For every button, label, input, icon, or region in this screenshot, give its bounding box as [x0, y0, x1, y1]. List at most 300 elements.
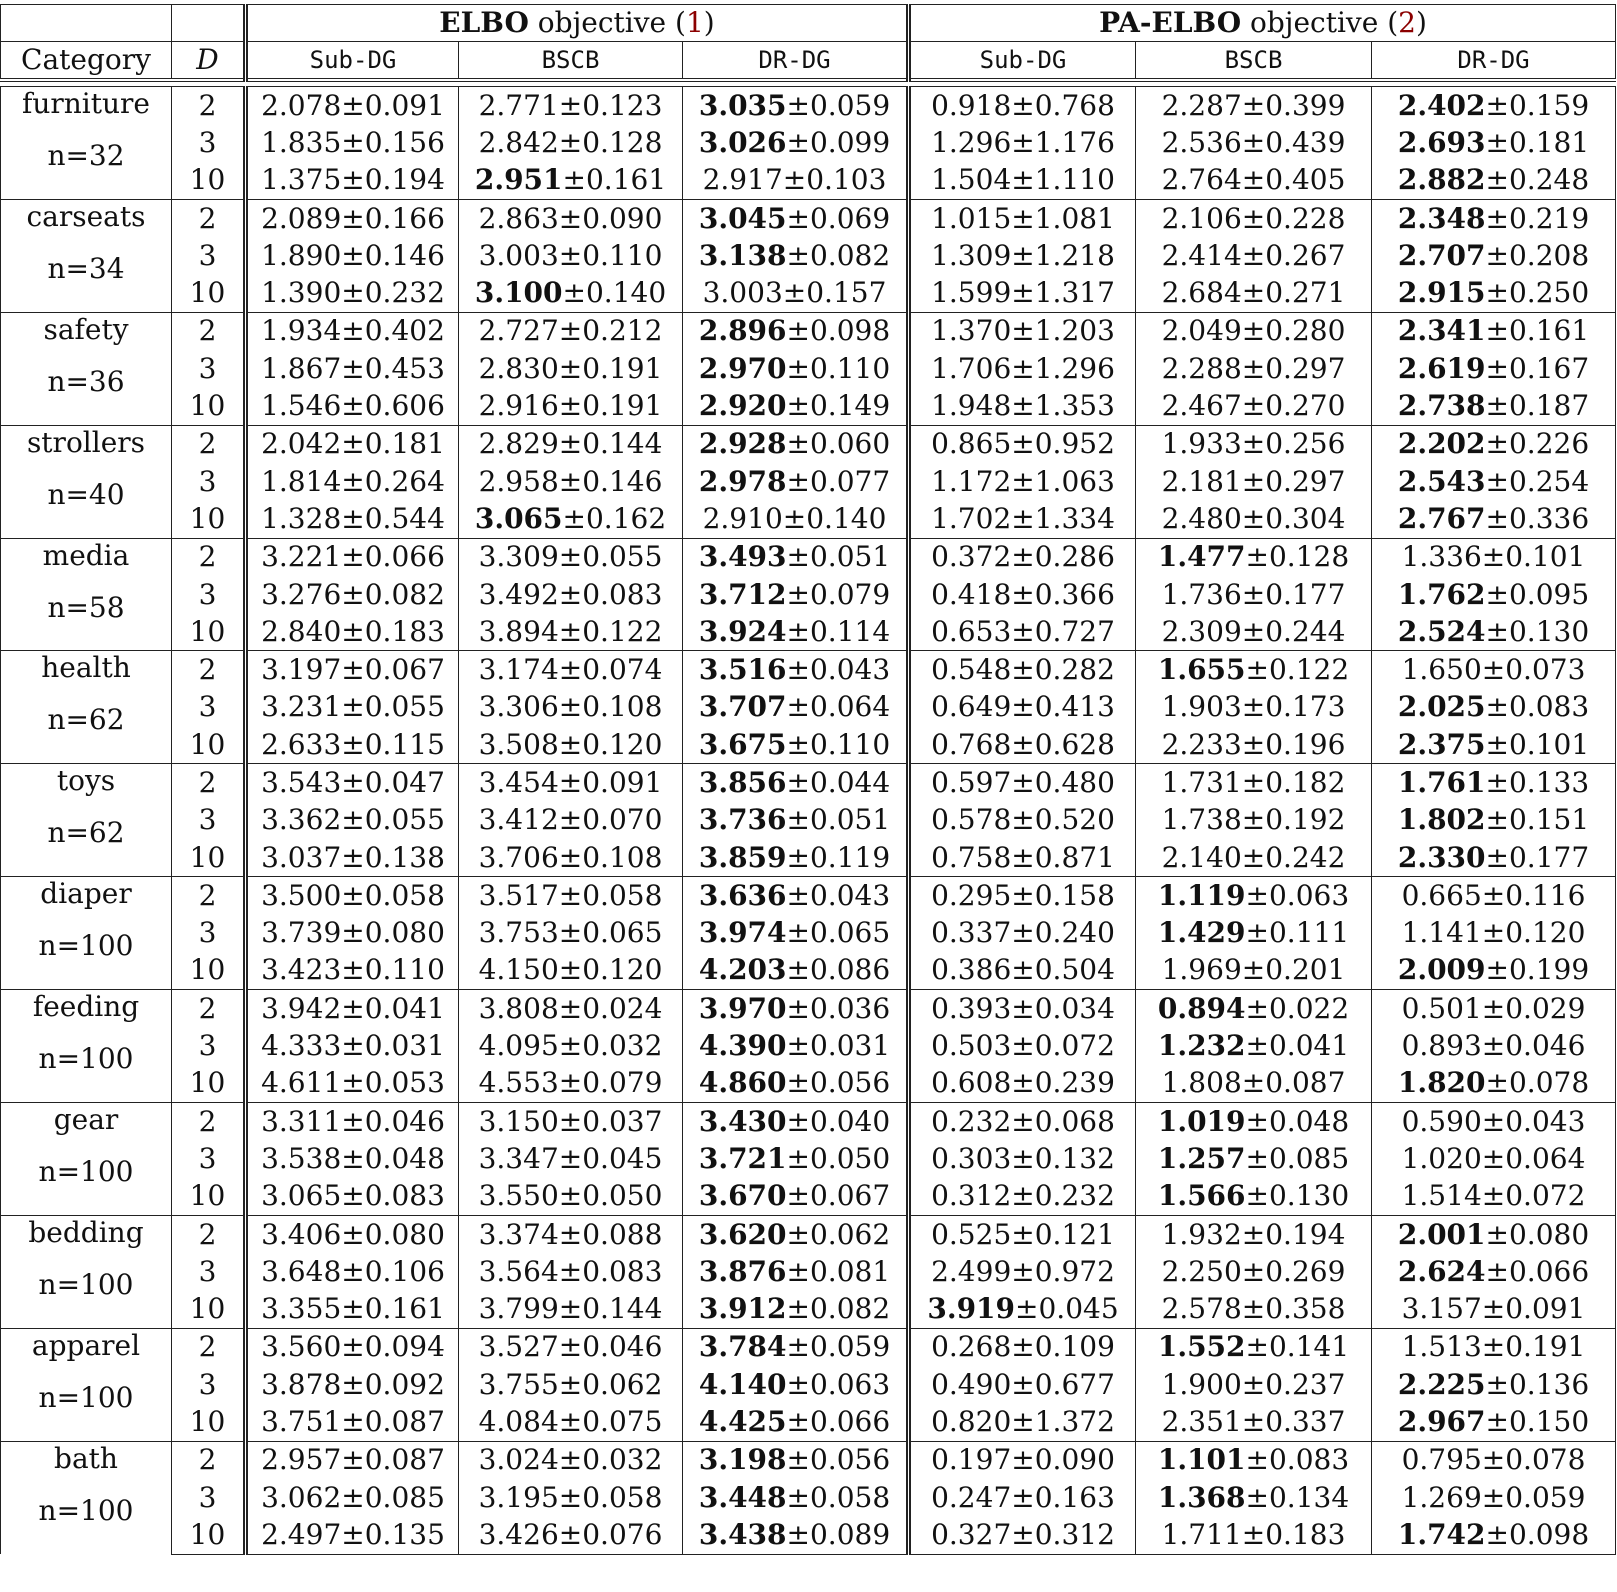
value-cell: [909, 1140, 1136, 1177]
std-value: ±0.031: [786, 1029, 891, 1063]
mean-value: 3.221: [261, 540, 342, 574]
std-value: ±1.203: [1011, 314, 1115, 348]
std-value: ±0.183: [341, 614, 445, 648]
std-value: ±0.044: [786, 765, 891, 799]
std-value: ±0.065: [558, 916, 663, 950]
std-value: ±0.065: [786, 916, 891, 950]
d-cell: 10: [172, 1516, 246, 1554]
mean-value: 1.119: [1157, 878, 1246, 912]
value-cell: [683, 274, 909, 312]
mean-value: 2.089: [261, 201, 342, 235]
value-cell: [683, 839, 909, 877]
table-row: [1, 1441, 1616, 1479]
mean-value: 2.341: [1397, 314, 1486, 348]
mean-value: 2.771: [478, 88, 559, 122]
std-value: ±0.050: [558, 1179, 663, 1213]
mean-value: 3.620: [698, 1217, 787, 1251]
std-value: ±0.504: [1011, 953, 1115, 987]
value-cell: [909, 1479, 1136, 1516]
std-value: ±0.106: [341, 1254, 445, 1288]
category-sample-size: n=36: [47, 364, 125, 398]
value-cell: [1136, 1103, 1372, 1141]
value-cell: [909, 915, 1136, 952]
mean-value: 1.814: [261, 464, 342, 498]
table-row: [1, 87, 1616, 125]
std-value: ±0.058: [558, 878, 663, 912]
value-cell: [1372, 915, 1616, 952]
table-row: [1, 538, 1616, 576]
header-row-methods: [1, 42, 1616, 81]
mean-value: 1.903: [1161, 690, 1242, 724]
mean-value: 2.181: [1161, 464, 1242, 498]
std-value: ±0.085: [341, 1480, 445, 1514]
mean-value: 3.306: [478, 690, 559, 724]
mean-value: 3.970: [698, 991, 787, 1025]
mean-value: 3.543: [261, 765, 342, 799]
value-cell: [1372, 877, 1616, 915]
value-cell: [1372, 425, 1616, 463]
std-value: ±0.163: [1011, 1480, 1115, 1514]
std-value: ±0.282: [1011, 653, 1115, 687]
std-value: ±0.046: [341, 1104, 445, 1138]
std-value: ±0.094: [341, 1330, 445, 1364]
category-sample-size: n=100: [38, 1154, 134, 1188]
std-value: ±0.109: [1011, 1330, 1115, 1364]
mean-value: 3.024: [478, 1443, 559, 1477]
std-value: ±0.047: [341, 765, 445, 799]
std-value: ±0.043: [1481, 1104, 1586, 1138]
d-cell: 2: [172, 199, 246, 237]
mean-value: 2.225: [1397, 1367, 1486, 1401]
std-value: ±0.267: [1241, 238, 1346, 272]
value-cell: [246, 877, 459, 915]
mean-value: 2.233: [1161, 727, 1242, 761]
value-cell: [1372, 1140, 1616, 1177]
std-value: ±0.194: [341, 163, 445, 197]
elbo-objective-header: [246, 5, 909, 42]
value-cell: [246, 237, 459, 274]
std-value: ±0.111: [1245, 916, 1350, 950]
value-cell: [1372, 1479, 1616, 1516]
value-cell: [1136, 124, 1372, 161]
value-cell: [246, 726, 459, 764]
std-value: ±0.158: [1011, 878, 1115, 912]
mean-value: 2.497: [261, 1517, 342, 1551]
std-value: ±0.116: [1481, 878, 1586, 912]
d-cell: 10: [172, 1403, 246, 1441]
value-cell: [1372, 613, 1616, 651]
table-row: [1, 952, 1616, 990]
d-cell: 3: [172, 1027, 246, 1064]
mean-value: 0.418: [931, 577, 1012, 611]
mean-value: 0.303: [931, 1141, 1012, 1175]
mean-value: 3.412: [478, 803, 559, 837]
mean-value: 3.564: [478, 1254, 559, 1288]
mean-value: 3.423: [261, 953, 342, 987]
category-sample-size: n=32: [47, 138, 125, 172]
mean-value: 1.101: [1157, 1443, 1246, 1477]
value-cell: [683, 1366, 909, 1403]
std-value: ±0.402: [341, 314, 445, 348]
mean-value: 3.878: [261, 1367, 342, 1401]
std-value: ±0.144: [558, 1292, 663, 1326]
mean-value: 2.633: [261, 727, 342, 761]
value-cell: [1136, 350, 1372, 387]
value-cell: [683, 1403, 909, 1441]
std-value: ±0.064: [1481, 1141, 1586, 1175]
value-cell: [459, 1366, 683, 1403]
std-value: ±0.048: [341, 1141, 445, 1175]
mean-value: 2.351: [1161, 1405, 1242, 1439]
mean-value: 3.003: [702, 276, 783, 310]
mean-value: 3.065: [261, 1179, 342, 1213]
value-cell: [683, 500, 909, 538]
mean-value: 3.517: [478, 878, 559, 912]
mean-value: 2.958: [478, 464, 559, 498]
std-value: ±0.090: [558, 201, 663, 235]
mean-value: 3.912: [698, 1292, 787, 1326]
std-value: ±0.056: [786, 1066, 891, 1100]
d-cell: 3: [172, 689, 246, 726]
category-name: strollers: [26, 425, 146, 459]
std-value: ±0.405: [1241, 163, 1346, 197]
value-cell: [459, 1253, 683, 1290]
value-cell: [1372, 726, 1616, 764]
mean-value: 1.650: [1401, 653, 1482, 687]
std-value: ±0.082: [341, 577, 445, 611]
mean-value: 1.900: [1161, 1367, 1242, 1401]
value-cell: [683, 1328, 909, 1366]
value-cell: [459, 689, 683, 726]
value-cell: [459, 312, 683, 350]
std-value: ±0.304: [1241, 501, 1346, 535]
mean-value: 2.624: [1397, 1254, 1486, 1288]
category-cell: [1, 764, 172, 877]
std-value: ±0.520: [1011, 803, 1115, 837]
std-value: ±0.053: [341, 1066, 445, 1100]
value-cell: [1136, 425, 1372, 463]
mean-value: 0.665: [1401, 878, 1482, 912]
mean-value: 1.711: [1161, 1517, 1242, 1551]
category-name: gear: [53, 1102, 119, 1136]
mean-value: 1.655: [1157, 653, 1246, 687]
value-cell: [1136, 87, 1372, 125]
mean-value: 1.019: [1157, 1104, 1246, 1138]
std-value: ±1.218: [1011, 238, 1115, 272]
value-cell: [909, 990, 1136, 1028]
std-value: ±0.090: [1011, 1443, 1115, 1477]
value-cell: [246, 1328, 459, 1366]
std-value: ±0.199: [1485, 953, 1590, 987]
table-row: [1, 1291, 1616, 1329]
mean-value: 2.288: [1161, 351, 1242, 385]
d-cell: 3: [172, 1366, 246, 1403]
mean-value: 3.942: [261, 991, 342, 1025]
mean-value: 3.670: [698, 1179, 787, 1213]
std-value: ±0.269: [1241, 1254, 1346, 1288]
d-cell: 3: [172, 915, 246, 952]
mean-value: 3.138: [698, 238, 787, 272]
mean-value: 2.830: [478, 351, 559, 385]
category-name: bath: [54, 1441, 118, 1475]
mean-value: 3.736: [698, 803, 787, 837]
std-value: ±0.173: [1241, 690, 1346, 724]
std-value: ±1.353: [1011, 389, 1115, 423]
category-name: safety: [43, 312, 129, 346]
mean-value: 0.597: [931, 765, 1012, 799]
std-value: ±0.544: [341, 501, 445, 535]
category-cell: [1, 1215, 172, 1328]
std-value: ±0.058: [341, 878, 445, 912]
value-cell: [246, 651, 459, 689]
std-value: ±0.082: [786, 1292, 891, 1326]
value-cell: [459, 1178, 683, 1216]
value-cell: [1372, 1027, 1616, 1064]
value-cell: [246, 689, 459, 726]
mean-value: 0.795: [1401, 1443, 1482, 1477]
value-cell: [683, 1178, 909, 1216]
mean-value: 1.269: [1401, 1480, 1482, 1514]
method-header: DR-DG: [1372, 42, 1616, 81]
value-cell: [1372, 312, 1616, 350]
value-cell: [459, 387, 683, 425]
category-name: furniture: [21, 86, 150, 120]
table-row: [1, 726, 1616, 764]
value-cell: [909, 1366, 1136, 1403]
value-cell: [246, 1065, 459, 1103]
category-name: health: [41, 651, 131, 685]
table-row: [1, 1479, 1616, 1516]
value-cell: [1372, 162, 1616, 200]
mean-value: 2.882: [1397, 163, 1486, 197]
value-cell: [683, 1479, 909, 1516]
category-cell: [1, 651, 172, 764]
value-cell: [683, 1215, 909, 1253]
value-cell: [246, 124, 459, 161]
value-cell: [246, 538, 459, 576]
value-cell: [683, 312, 909, 350]
table-row: [1, 990, 1616, 1028]
value-cell: [909, 312, 1136, 350]
std-value: ±0.051: [786, 540, 891, 574]
std-value: ±0.080: [341, 916, 445, 950]
value-cell: [459, 1065, 683, 1103]
mean-value: 3.636: [698, 878, 787, 912]
value-cell: [246, 613, 459, 651]
mean-value: 3.707: [698, 690, 787, 724]
value-cell: [246, 1215, 459, 1253]
value-cell: [459, 538, 683, 576]
std-value: ±0.157: [782, 276, 887, 310]
mean-value: 0.386: [931, 953, 1012, 987]
mean-value: 0.393: [931, 991, 1012, 1025]
category-cell: [1, 1103, 172, 1216]
std-value: ±0.045: [558, 1141, 663, 1175]
std-value: ±0.182: [1241, 765, 1346, 799]
elbo-title-bold: ELBO: [439, 6, 529, 39]
pa-elbo-equation-ref: 2: [1398, 6, 1416, 39]
std-value: ±0.066: [341, 540, 445, 574]
value-cell: [246, 1403, 459, 1441]
std-value: ±0.081: [786, 1254, 891, 1288]
category-cell: [1, 87, 172, 200]
table-row: [1, 312, 1616, 350]
value-cell: [909, 199, 1136, 237]
mean-value: 0.820: [931, 1405, 1012, 1439]
std-value: ±0.161: [341, 1292, 445, 1326]
mean-value: 1.370: [931, 314, 1012, 348]
value-cell: [1136, 199, 1372, 237]
pa-elbo-objective-header: [909, 5, 1616, 42]
value-cell: [459, 726, 683, 764]
std-value: ±0.088: [558, 1217, 663, 1251]
value-cell: [459, 915, 683, 952]
value-cell: [246, 576, 459, 613]
std-value: ±0.032: [558, 1443, 663, 1477]
mean-value: 3.894: [478, 614, 559, 648]
value-cell: [1136, 877, 1372, 915]
mean-value: 3.919: [927, 1292, 1016, 1326]
std-value: ±0.048: [1245, 1104, 1350, 1138]
value-cell: [246, 1253, 459, 1290]
mean-value: 1.296: [931, 125, 1012, 159]
std-value: ±0.138: [341, 840, 445, 874]
value-cell: [683, 199, 909, 237]
category-cell: [1, 877, 172, 990]
std-value: ±0.146: [341, 238, 445, 272]
value-cell: [909, 1516, 1136, 1554]
table-row: [1, 1516, 1616, 1554]
mean-value: 3.355: [261, 1292, 342, 1326]
std-value: ±0.297: [1241, 464, 1346, 498]
std-value: ±0.041: [341, 991, 445, 1025]
std-value: ±0.059: [1481, 1480, 1586, 1514]
pa-elbo-title-bold: PA-ELBO: [1099, 6, 1242, 39]
value-cell: [1372, 990, 1616, 1028]
std-value: ±0.091: [558, 765, 663, 799]
value-cell: [909, 613, 1136, 651]
value-cell: [909, 274, 1136, 312]
elbo-title-rest: objective (: [528, 6, 686, 39]
std-value: ±0.080: [1485, 1217, 1590, 1251]
value-cell: [459, 463, 683, 500]
value-cell: [683, 952, 909, 990]
std-value: ±1.334: [1011, 501, 1115, 535]
mean-value: 2.917: [702, 163, 783, 197]
category-sample-size: n=58: [47, 590, 125, 624]
value-cell: [683, 1065, 909, 1103]
category-sample-size: n=100: [38, 1042, 134, 1076]
mean-value: 1.731: [1161, 765, 1242, 799]
mean-value: 1.867: [261, 351, 342, 385]
mean-value: 0.197: [931, 1443, 1012, 1477]
value-cell: [1372, 463, 1616, 500]
mean-value: 3.195: [478, 1480, 559, 1514]
mean-value: 2.524: [1397, 614, 1486, 648]
results-body: [1, 80, 1616, 1554]
pa-elbo-title-rest: objective (: [1241, 6, 1399, 39]
value-cell: [683, 726, 909, 764]
value-cell: [459, 1103, 683, 1141]
table-row: [1, 237, 1616, 274]
value-cell: [459, 425, 683, 463]
std-value: ±0.132: [1011, 1141, 1115, 1175]
mean-value: 3.438: [698, 1517, 787, 1551]
std-value: ±0.121: [1011, 1217, 1115, 1251]
method-header: BSCB: [459, 42, 683, 81]
std-value: ±0.036: [786, 991, 891, 1025]
d-cell: 10: [172, 387, 246, 425]
mean-value: 0.865: [931, 427, 1012, 461]
value-cell: [246, 1366, 459, 1403]
d-cell: 10: [172, 500, 246, 538]
value-cell: [1136, 274, 1372, 312]
value-cell: [909, 387, 1136, 425]
std-value: ±0.166: [341, 201, 445, 235]
value-cell: [909, 350, 1136, 387]
table-row: [1, 1065, 1616, 1103]
std-value: ±0.058: [558, 1480, 663, 1514]
value-cell: [1372, 387, 1616, 425]
std-value: ±0.062: [786, 1217, 891, 1251]
std-value: ±0.069: [786, 201, 891, 235]
category-cell: [1, 538, 172, 651]
method-header: Sub-DG: [246, 42, 459, 81]
value-cell: [246, 1103, 459, 1141]
std-value: ±0.115: [341, 727, 445, 761]
std-value: ±0.192: [1241, 803, 1346, 837]
std-value: ±0.076: [558, 1517, 663, 1551]
mean-value: 3.675: [698, 727, 787, 761]
value-cell: [909, 124, 1136, 161]
std-value: ±0.161: [1485, 314, 1590, 348]
mean-value: 1.762: [1397, 577, 1486, 611]
value-cell: [683, 1140, 909, 1177]
mean-value: 3.706: [478, 840, 559, 874]
mean-value: 3.516: [698, 653, 787, 687]
std-value: ±0.041: [1245, 1029, 1350, 1063]
std-value: ±0.066: [786, 1405, 891, 1439]
d-cell: 2: [172, 877, 246, 915]
category-cell: [1, 199, 172, 312]
d-cell: 2: [172, 651, 246, 689]
std-value: ±0.237: [1241, 1367, 1346, 1401]
value-cell: [1136, 1065, 1372, 1103]
mean-value: 2.829: [478, 427, 559, 461]
value-cell: [1372, 1103, 1616, 1141]
std-value: ±0.103: [782, 163, 887, 197]
mean-value: 2.920: [698, 389, 787, 423]
std-value: ±0.072: [1481, 1179, 1586, 1213]
mean-value: 3.859: [698, 840, 787, 874]
std-value: ±0.191: [558, 351, 663, 385]
value-cell: [459, 952, 683, 990]
value-cell: [459, 1291, 683, 1329]
value-cell: [246, 1479, 459, 1516]
std-value: ±0.083: [1245, 1443, 1350, 1477]
table-row: [1, 613, 1616, 651]
category-name: bedding: [28, 1215, 144, 1249]
d-cell: 10: [172, 839, 246, 877]
std-value: ±0.159: [1485, 88, 1590, 122]
value-cell: [246, 274, 459, 312]
mean-value: 4.150: [478, 953, 559, 987]
d-cell: 2: [172, 1103, 246, 1141]
mean-value: 2.480: [1161, 501, 1242, 535]
mean-value: 2.330: [1397, 840, 1486, 874]
category-cell: [1, 1328, 172, 1441]
std-value: ±0.024: [558, 991, 663, 1025]
